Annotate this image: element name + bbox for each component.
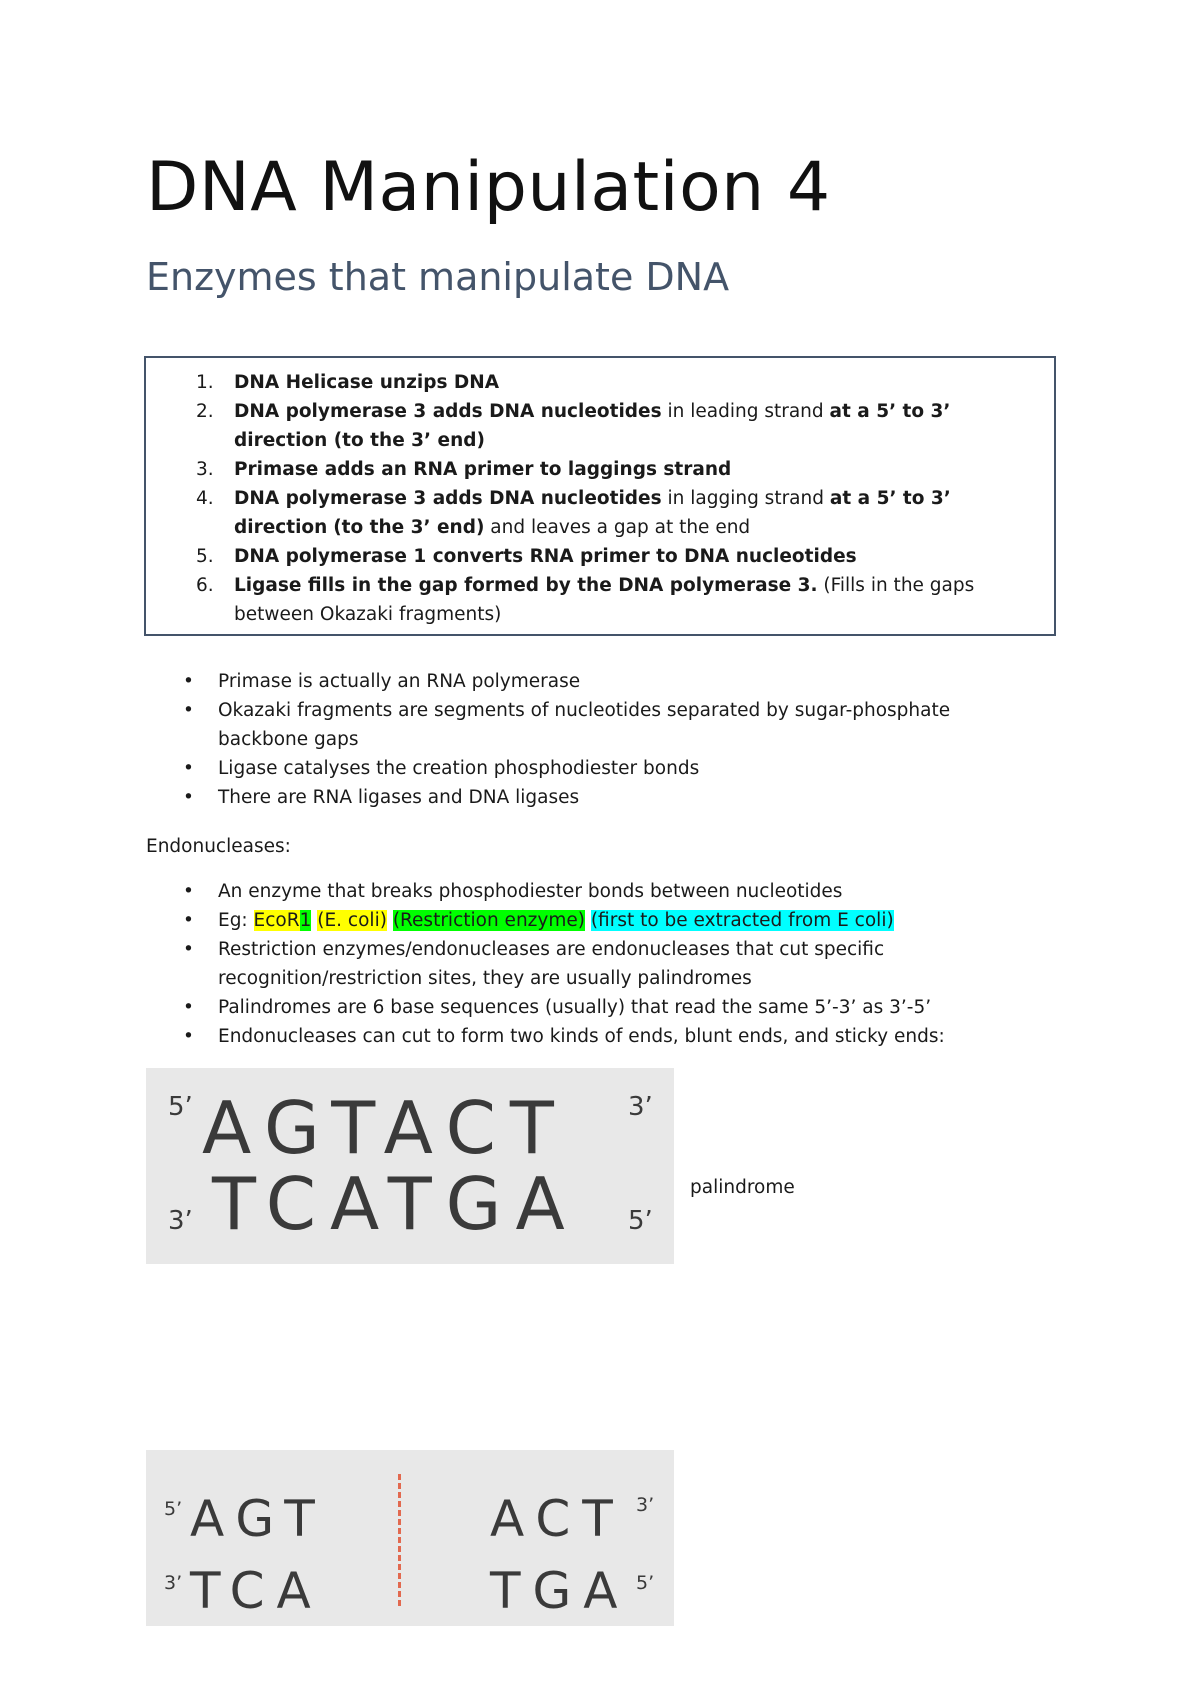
step-item xyxy=(146,368,1054,397)
step-number: 1. xyxy=(196,372,214,393)
step-text: (Fills in the gaps between Okazaki fragments) xyxy=(234,575,975,625)
step-bold: Ligase fills in the gap formed by the DNA polymerase 3. xyxy=(234,575,818,596)
bullet-icon: • xyxy=(183,758,194,779)
list-item xyxy=(0,754,1200,783)
list-item-text: Ligase catalyses the creation phosphodiester bonds xyxy=(218,758,700,779)
endonucleases-heading: Endonucleases: xyxy=(146,836,291,857)
bottom-strand-sequence: TCATGA xyxy=(212,1162,579,1246)
steps-box xyxy=(144,356,1056,636)
bullet-icon: • xyxy=(183,997,194,1018)
top-left-sequence: AGT xyxy=(190,1490,327,1548)
step-bold: DNA polymerase 1 converts RNA primer to DNA nucleotides xyxy=(234,546,857,567)
list-item-text: Restriction enzymes/endonucleases are endonucleases that cut specific recognition/restriction sites, they are usually palindromes xyxy=(218,939,885,989)
first-extracted-highlight: (first to be extracted from E coli) xyxy=(590,910,894,931)
spacer xyxy=(585,910,591,931)
step-number: 4. xyxy=(196,488,214,509)
ecoli-highlight: (E. coli) xyxy=(317,910,387,931)
step-item xyxy=(146,455,1054,484)
step-item xyxy=(146,484,1054,542)
bottom-left-sequence: TCA xyxy=(190,1562,323,1620)
list-item-example xyxy=(0,906,1200,935)
list-item xyxy=(0,877,1200,906)
five-prime-label: 5’ xyxy=(164,1498,183,1520)
step-bold: DNA polymerase 3 adds DNA nucleotides xyxy=(234,401,662,422)
bullet-icon: • xyxy=(183,939,194,960)
bullet-icon: • xyxy=(183,881,194,902)
step-bold: at a 5’ to 3’ direction (to the 3’ end) xyxy=(234,401,951,451)
bottom-right-sequence: TGA xyxy=(490,1562,630,1620)
list-item xyxy=(0,667,1200,696)
list-item xyxy=(0,1022,1200,1051)
bullet-list-2 xyxy=(0,877,1200,1051)
bullet-icon: • xyxy=(183,671,194,692)
page-subtitle: Enzymes that manipulate DNA xyxy=(146,255,730,299)
palindrome-label: palindrome xyxy=(690,1177,795,1198)
step-number: 6. xyxy=(196,575,214,596)
restriction-enzyme-highlight: (Restriction enzyme) xyxy=(392,910,585,931)
list-item xyxy=(0,935,1200,993)
step-bold: Primase adds an RNA primer to laggings strand xyxy=(234,459,732,480)
step-number: 5. xyxy=(196,546,214,567)
five-prime-label: 5’ xyxy=(636,1572,655,1594)
list-item-text: Palindromes are 6 base sequences (usually) that read the same 5’-3’ as 3’-5’ xyxy=(218,997,932,1018)
page-title: DNA Manipulation 4 xyxy=(146,148,831,227)
five-prime-label: 5’ xyxy=(168,1092,193,1122)
list-item-text: An enzyme that breaks phosphodiester bonds between nucleotides xyxy=(218,881,843,902)
top-strand-sequence: AGTACT xyxy=(202,1086,568,1170)
three-prime-label: 3’ xyxy=(164,1572,183,1594)
step-number: 2. xyxy=(196,401,214,422)
step-bold: DNA polymerase 3 adds DNA nucleotides xyxy=(234,488,662,509)
ecor1-highlight: EcoR xyxy=(253,910,300,931)
blunt-end-figure xyxy=(146,1450,674,1626)
bullet-icon: • xyxy=(183,910,194,931)
top-right-sequence: ACT xyxy=(490,1490,625,1548)
list-item xyxy=(0,696,1200,754)
step-number: 3. xyxy=(196,459,214,480)
five-prime-label: 5’ xyxy=(628,1206,653,1236)
list-item xyxy=(0,783,1200,812)
step-text: in lagging strand xyxy=(661,488,830,509)
step-item xyxy=(146,571,1054,629)
cut-line xyxy=(398,1474,401,1606)
spacer xyxy=(387,910,393,931)
step-text: and leaves a gap at the end xyxy=(484,517,751,538)
list-item-text: Okazaki fragments are segments of nucleotides separated by sugar-phosphate backbone gaps xyxy=(218,700,951,750)
three-prime-label: 3’ xyxy=(168,1206,193,1236)
ecor1-number-highlight: 1 xyxy=(299,910,312,931)
steps-list xyxy=(146,368,1054,629)
list-item-text: Primase is actually an RNA polymerase xyxy=(218,671,581,692)
step-item xyxy=(146,397,1054,455)
bullet-icon: • xyxy=(183,1026,194,1047)
step-item xyxy=(146,542,1054,571)
list-item-text: Endonucleases can cut to form two kinds of ends, blunt ends, and sticky ends: xyxy=(218,1026,945,1047)
bullet-icon: • xyxy=(183,700,194,721)
bullet-icon: • xyxy=(183,787,194,808)
step-bold: at a 5’ to 3’ direction xyxy=(234,488,951,538)
example-prefix: Eg: xyxy=(218,910,254,931)
step-text: in leading strand xyxy=(661,401,830,422)
palindrome-figure xyxy=(146,1068,674,1264)
step-bold: (to the 3’ end) xyxy=(333,517,485,538)
three-prime-label: 3’ xyxy=(628,1092,653,1122)
three-prime-label: 3’ xyxy=(636,1494,655,1516)
step-bold: DNA Helicase unzips DNA xyxy=(234,372,500,393)
list-item xyxy=(0,993,1200,1022)
list-item-text: There are RNA ligases and DNA ligases xyxy=(218,787,580,808)
bullet-list-1 xyxy=(0,667,1200,812)
